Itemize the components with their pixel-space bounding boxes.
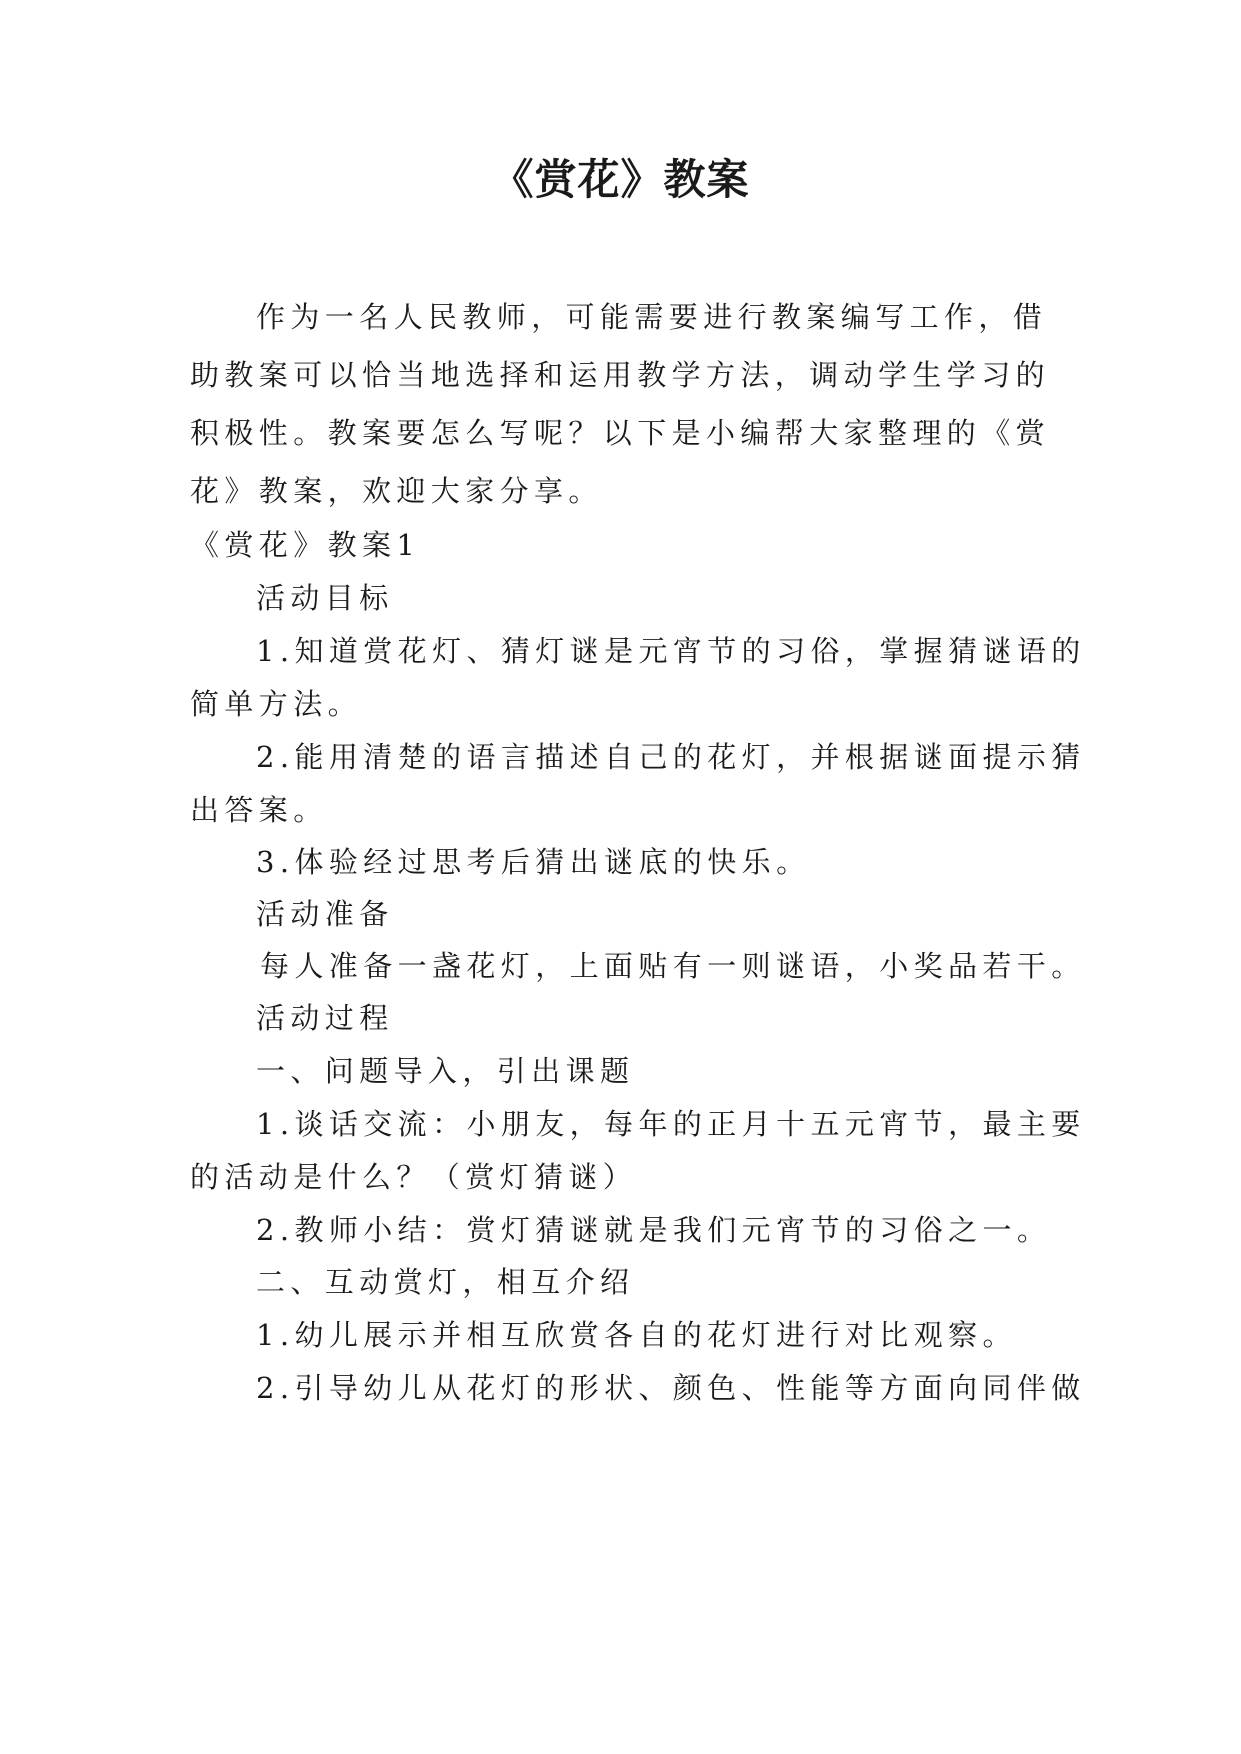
text-line: 活动目标 (256, 581, 394, 615)
text-line: 2.教师小结：赏灯猜谜就是我们元宵节的习俗之一。 (256, 1213, 1052, 1247)
text-line: 1.知道赏花灯、猜灯谜是元宵节的习俗，掌握猜谜语的 (256, 634, 1086, 668)
text-line: 每人准备一盏花灯，上面贴有一则谜语，小奖品若干。 (260, 949, 1086, 983)
document-title: 《赏花》教案 (491, 155, 750, 204)
text-line: 出答案。 (190, 793, 328, 827)
intro-paragraph: 作为一名人民教师，可能需要进行教案编写工作，借助教案可以恰当地选择和运用教学方法，调动学生学习的积极性。教案要怎么写呢？以下是小编帮大家整理的《赏花》教案，欢迎大家分享。 (190, 300, 1051, 508)
text-line: 一、问题导入，引出课题 (256, 1054, 635, 1088)
text-line: 简单方法。 (190, 687, 363, 721)
text-line: 活动过程 (256, 1001, 394, 1035)
text-line: 3.体验经过思考后猜出谜底的快乐。 (256, 845, 811, 879)
text-line: 1.谈话交流：小朋友，每年的正月十五元宵节，最主要 (256, 1107, 1086, 1141)
text-line: 活动准备 (256, 897, 394, 931)
text-line: 二、互动赏灯，相互介绍 (256, 1265, 635, 1299)
text-line: 的活动是什么？（赏灯猜谜） (190, 1160, 638, 1194)
text-line: 1.幼儿展示并相互欣赏各自的花灯进行对比观察。 (256, 1318, 1017, 1352)
text-line: 2.能用清楚的语言描述自己的花灯，并根据谜面提示猜 (256, 740, 1086, 774)
section-heading: 《赏花》教案1 (190, 528, 421, 562)
text-line: 2.引导幼儿从花灯的形状、颜色、性能等方面向同伴做 (256, 1371, 1086, 1405)
